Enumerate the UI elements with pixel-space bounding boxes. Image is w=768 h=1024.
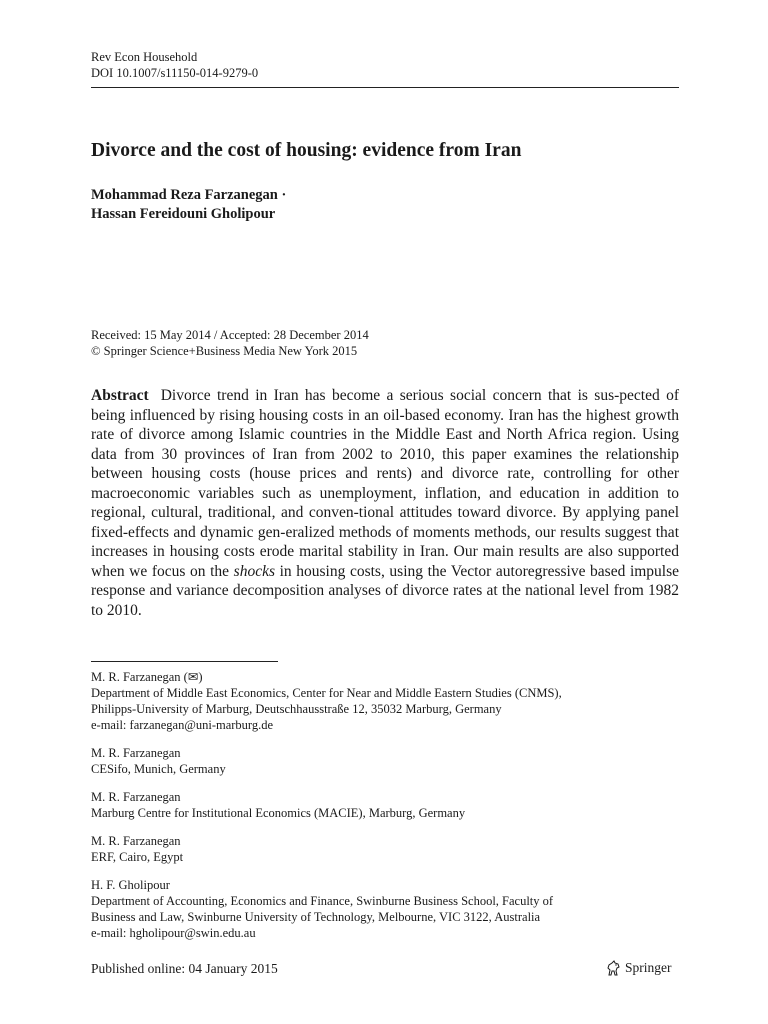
affiliation-name: M. R. Farzanegan bbox=[91, 790, 181, 804]
affiliation-line: Philipps-University of Marburg, Deutschhausstraße 12, 35032 Marburg, Germany bbox=[91, 702, 502, 716]
publication-dates bbox=[91, 327, 369, 359]
affiliation bbox=[91, 833, 679, 865]
received-accepted: Received: 15 May 2014 / Accepted: 28 December 2014 bbox=[91, 328, 369, 342]
affiliation-line: Marburg Centre for Institutional Economics (MACIE), Marburg, Germany bbox=[91, 806, 466, 820]
affiliation bbox=[91, 789, 679, 821]
header-rule bbox=[91, 87, 679, 88]
author-list bbox=[91, 186, 286, 224]
affiliation-name: M. R. Farzanegan bbox=[91, 834, 181, 848]
springer-horse-icon bbox=[606, 960, 621, 976]
author-line-1: Mohammad Reza Farzanegan · bbox=[91, 187, 287, 203]
affiliation bbox=[91, 745, 679, 777]
affiliation-name: H. F. Gholipour bbox=[91, 878, 170, 892]
affiliation-line: Department of Middle East Economics, Center for Near and Middle Eastern Studies (CNMS), bbox=[91, 686, 562, 700]
affiliation bbox=[91, 877, 679, 941]
affiliation bbox=[91, 669, 679, 733]
affiliation-line: Department of Accounting, Economics and Finance, Swinburne Business School, Faculty of bbox=[91, 894, 554, 908]
copyright: © Springer Science+Business Media New York 2015 bbox=[91, 344, 358, 358]
abstract-label: Abstract bbox=[91, 387, 149, 404]
abstract-emphasis: shocks bbox=[233, 562, 275, 580]
doi[interactable]: DOI 10.1007/s11150-014-9279-0 bbox=[91, 66, 259, 80]
publisher-mark bbox=[606, 959, 672, 977]
abstract-text-before: Divorce trend in Iran has become a serious social concern that is sus-pected of being influenced by rising housing costs in an oil-based economy. Iran has the highest growth rate of divorce among Islamic countries in the Middle East and North Africa region. Using data from 30 provinces of Iran from 2002 to 2010, this paper examines the relationship between housing costs (house prices and rents) and divorce rate, controlling for other macroeconomic variables such as unemployment, inflation, and education in addition to regional, cultural, traditional, and conven-tional attitudes toward divorce. By applying panel fixed-effects and dynamic gen-eralized methods of moments methods, our results suggest that increases in housing costs erode marital stability in Iran. Our main results are also supported when we focus on the bbox=[91, 387, 679, 580]
affiliation-name: M. R. Farzanegan (✉) bbox=[91, 670, 203, 684]
email-link[interactable]: e-mail: farzanegan@uni-marburg.de bbox=[91, 718, 274, 732]
affiliation-line: CESifo, Munich, Germany bbox=[91, 762, 226, 776]
abstract-text-after: in housing costs, using the Vector autoregressive based impulse response and variance decomposition analyses of divorce rates at the national level from 1982 to 2010. bbox=[91, 562, 680, 619]
footnote-rule bbox=[91, 661, 278, 662]
affiliation-line: ERF, Cairo, Egypt bbox=[91, 850, 184, 864]
journal-name: Rev Econ Household bbox=[91, 50, 198, 64]
paper-title: Divorce and the cost of housing: evidence from Iran bbox=[91, 140, 522, 161]
email-link[interactable]: e-mail: hgholipour@swin.edu.au bbox=[91, 926, 256, 940]
publisher-name: Springer bbox=[625, 960, 672, 975]
author-line-2: Hassan Fereidouni Gholipour bbox=[91, 206, 276, 222]
published-online: Published online: 04 January 2015 bbox=[91, 961, 278, 976]
affiliation-line: Business and Law, Swinburne University of Technology, Melbourne, VIC 3122, Australia bbox=[91, 910, 541, 924]
abstract bbox=[91, 386, 679, 620]
affiliations bbox=[91, 669, 679, 953]
journal-header bbox=[91, 49, 258, 81]
affiliation-name: M. R. Farzanegan bbox=[91, 746, 181, 760]
